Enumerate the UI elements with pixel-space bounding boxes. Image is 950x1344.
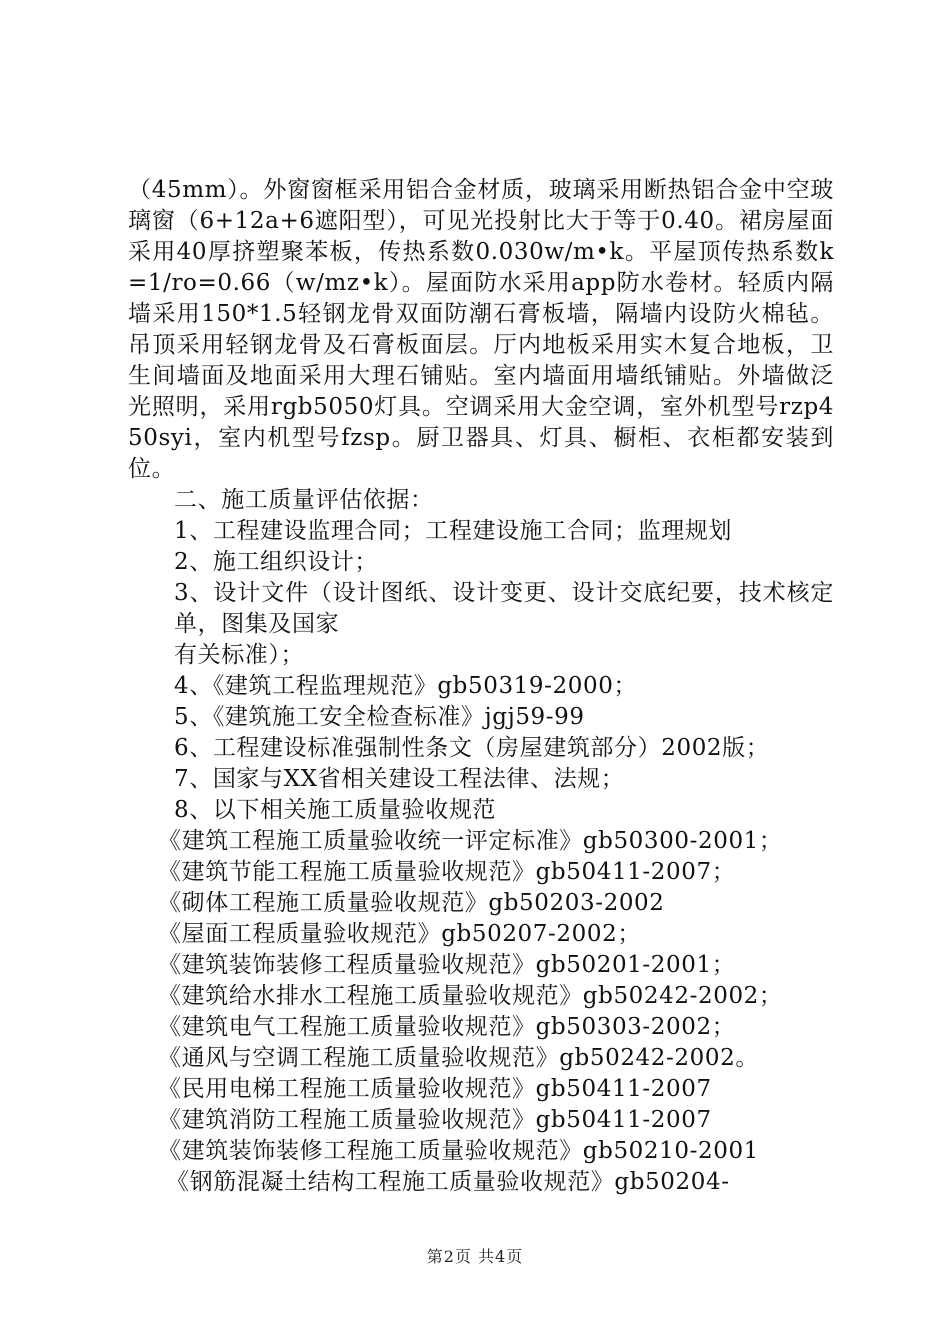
standard-item: 《建筑电气工程施工质量验收规范》gb50303-2002； (158, 1014, 736, 1040)
basis-item: 8、以下相关施工质量验收规范 (174, 797, 497, 823)
standard-item: 《屋面工程质量验收规范》gb50207-2002； (158, 921, 641, 947)
standard-item: 《通风与空调工程施工质量验收规范》gb50242-2002。 (158, 1045, 759, 1071)
basis-item: 1、工程建设监理合同；工程建设施工合同；监理规划 (174, 518, 733, 544)
standard-item: 《建筑装饰装修工程质量验收规范》gb50201-2001； (158, 952, 736, 978)
standard-item: 《建筑装饰装修工程施工质量验收规范》gb50210-2001 (158, 1138, 759, 1164)
basis-item-continuation: 有关标准）； (174, 642, 305, 668)
section-heading: 二、施工质量评估依据： (174, 487, 434, 513)
standard-item: 《建筑给水排水工程施工质量验收规范》gb50242-2002； (158, 983, 783, 1009)
standard-item: 《建筑消防工程施工质量验收规范》gb50411-2007 (158, 1107, 712, 1133)
standard-item: 《建筑节能工程施工质量验收规范》gb50411-2007； (158, 859, 736, 885)
basis-item-text: 3、设计文件（设计图纸、设计变更、设计交底纪要，技术核定单，图集及国家 (174, 580, 834, 637)
basis-item: 4、《建筑工程监理规范》gb50319-2000； (174, 673, 638, 699)
document-body (128, 175, 834, 1198)
standard-item: 《钢筋混凝土结构工程施工质量验收规范》gb50204- (166, 1169, 730, 1195)
basis-item: 5、《建筑施工安全检查标准》jgj59-99 (174, 704, 585, 730)
standard-item: 《民用电梯工程施工质量验收规范》gb50411-2007 (158, 1076, 712, 1102)
standard-item: 《砌体工程施工质量验收规范》gb50203-2002 (158, 890, 665, 916)
basis-item: 2、施工组织设计； (174, 549, 379, 575)
standard-item: 《建筑工程施工质量验收统一评定标准》gb50300-2001； (158, 828, 783, 854)
basis-item (128, 578, 834, 640)
basis-item: 7、国家与XX省相关建设工程法律、法规； (174, 766, 625, 792)
basis-item: 6、工程建设标准强制性条文（房屋建筑部分）2002版； (174, 735, 770, 761)
page-footer: 第2页 共4页 (426, 1247, 524, 1266)
overview-paragraph: （45mm）。外窗窗框采用铝合金材质，玻璃采用断热铝合金中空玻璃窗（6+12a+6遮阳型），可见光投射比大于等于0.40。裙房屋面采用40厚挤塑聚苯板，传热系数0.030w/m•k。平屋顶传热系数k=1/ro=0.66（w/mz•k）。屋面防水采用app防水卷材。轻质内隔墙采用150*1.5轻钢龙骨双面防潮石膏板墙，隔墙内设防火棉毡。吊顶采用轻钢龙骨及石膏板面层。厅内地板采用实木复合地板，卫生间墙面及地面采用大理石铺贴。室内墙面用墙纸铺贴。外墙做泛光照明，采用rgb5050灯具。空调采用大金空调，室外机型号rzp450syi，室内机型号fzsp。厨卫器具、灯具、橱柜、衣柜都安装到位。 (128, 177, 834, 482)
